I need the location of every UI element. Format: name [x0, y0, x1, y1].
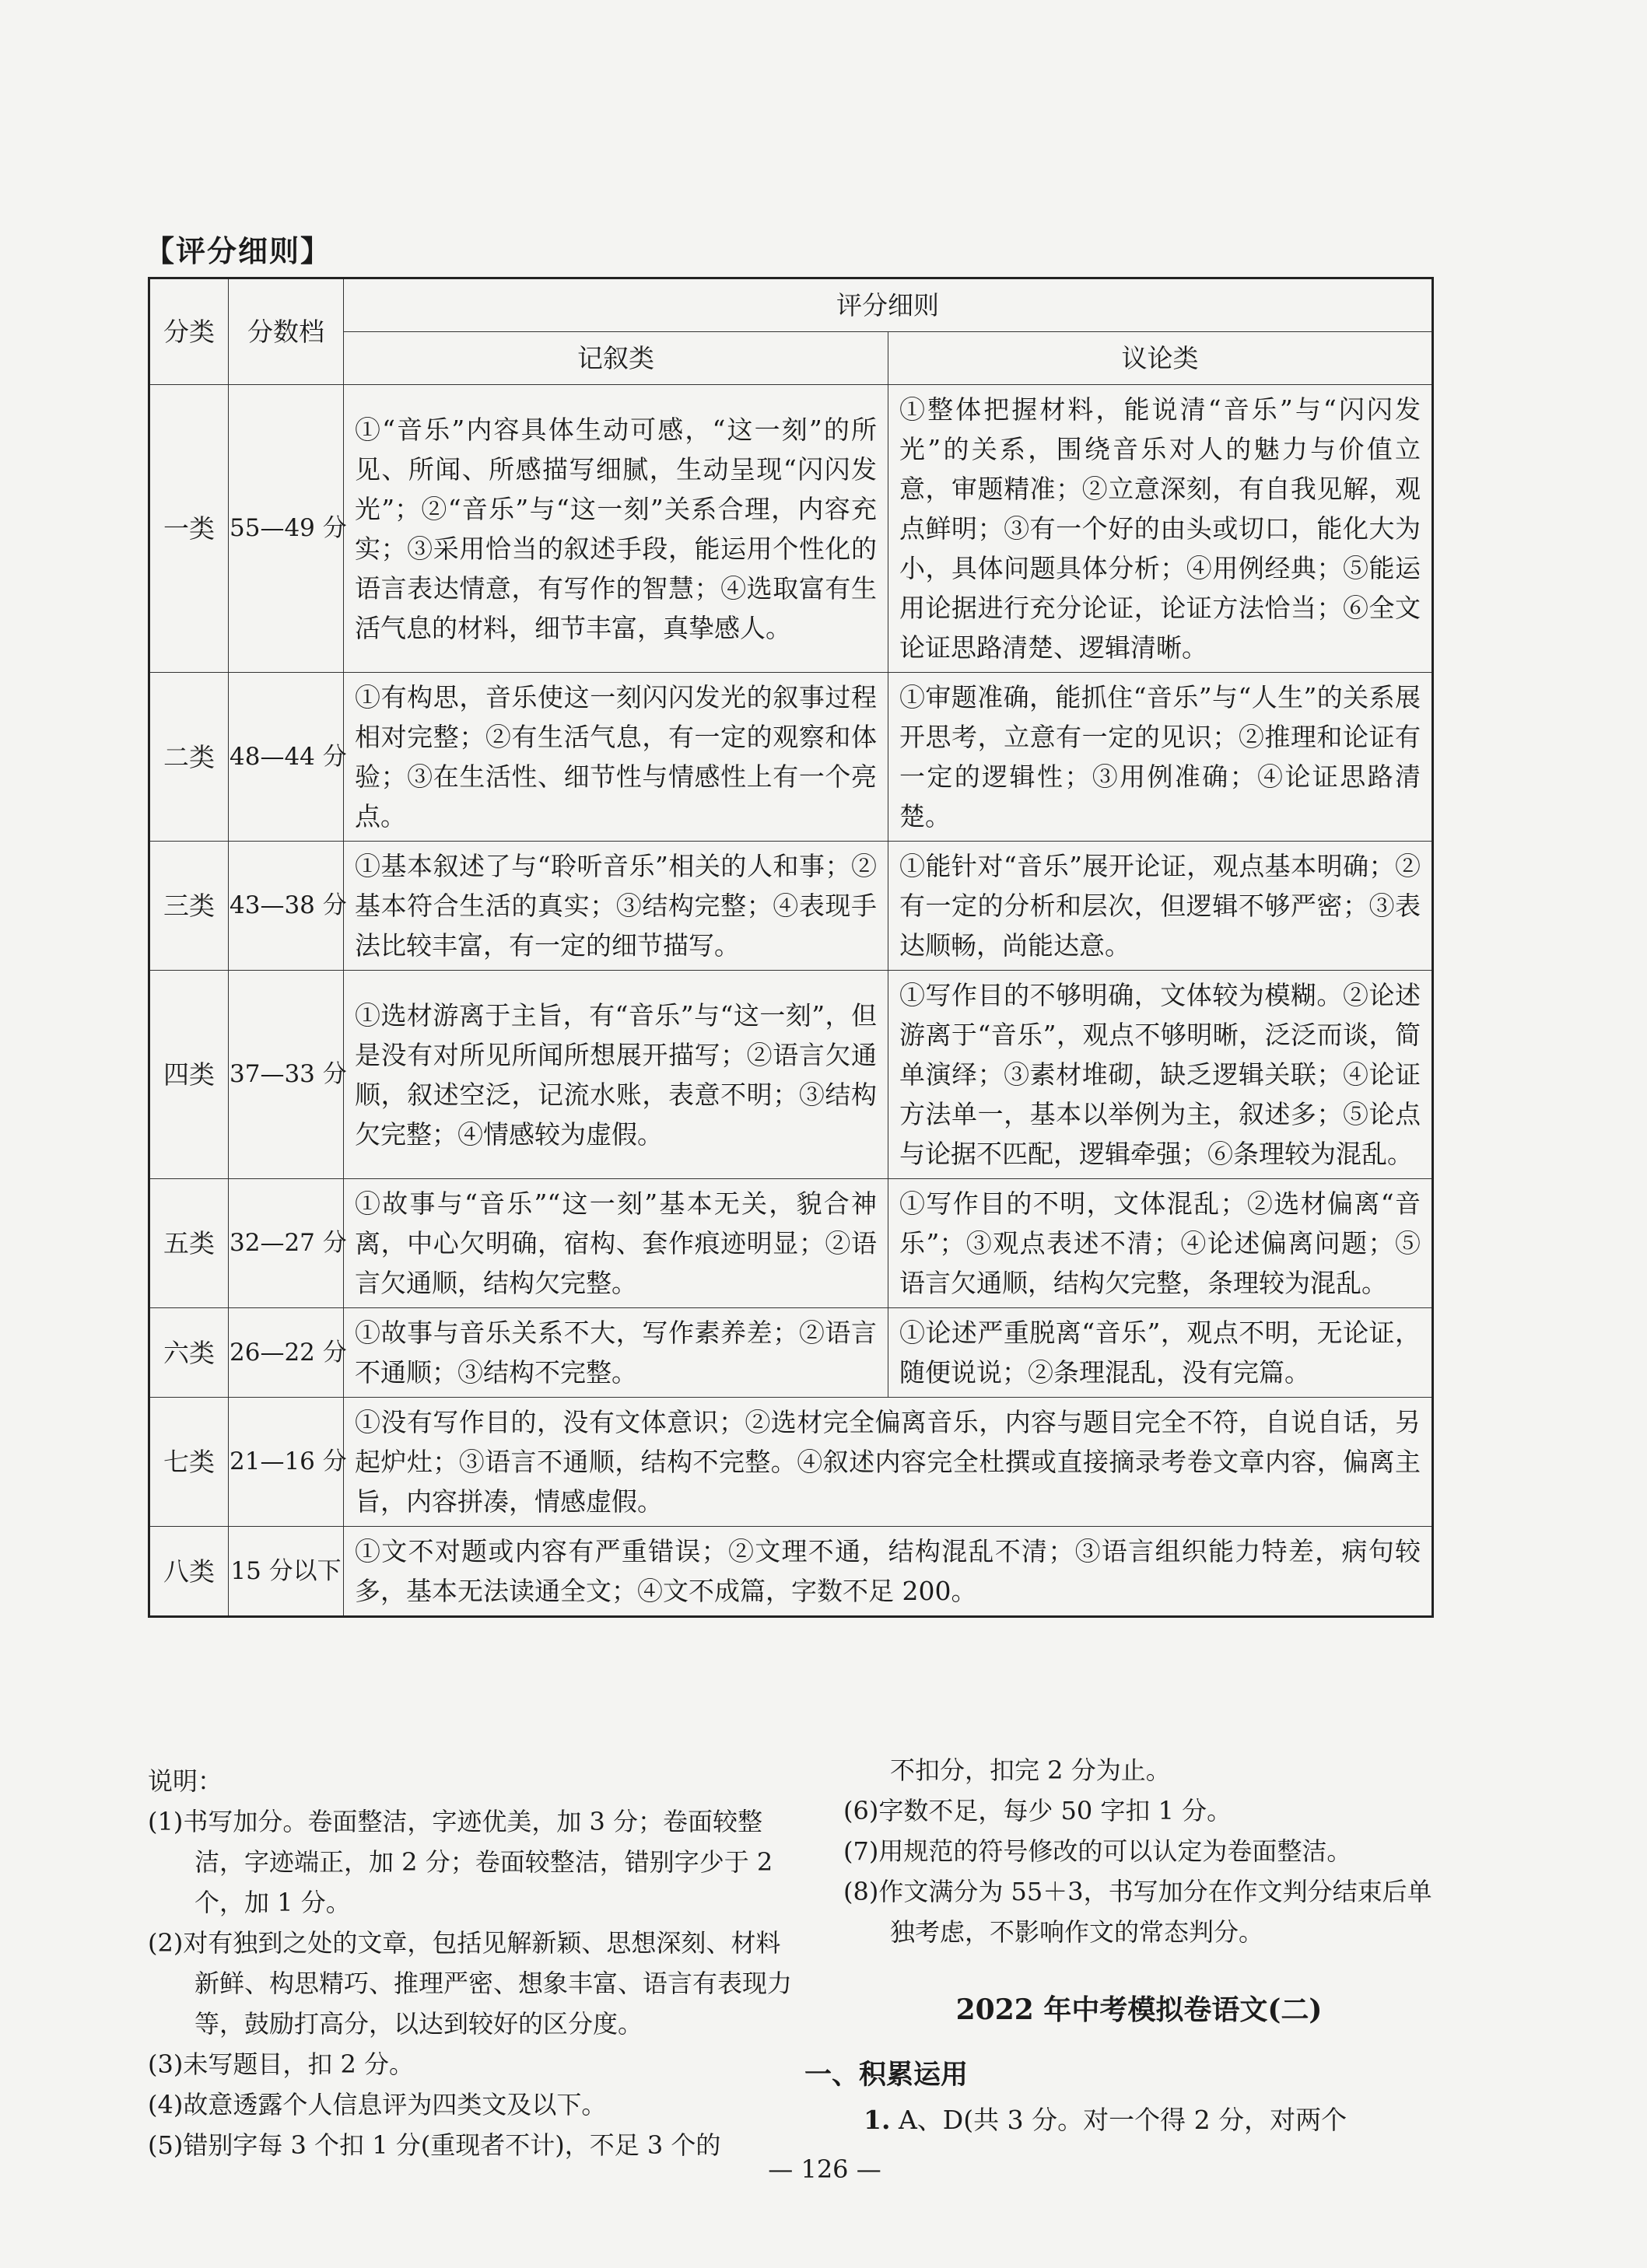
note-item: (7)用规范的符号修改的可以认定为卷面整洁。 — [843, 1836, 1352, 1866]
score-cell: 15 分以下 — [229, 1527, 344, 1617]
narrative-cell: ①“音乐”内容具体生动可感，“这一刻”的所见、所闻、所感描写细腻，生动呈现“闪闪发光”；②“音乐”与“这一刻”关系合理，内容充实；③采用恰当的叙述手段，能运用个性化的语言表达情意，有写作的智慧；④选取富有生活气息的材料，细节丰富，真挚感人。 — [344, 385, 888, 673]
exam-title: 2022 年中考模拟卷语文(二) — [955, 1993, 1323, 2026]
note-item: (4)故意透露个人信息评为四类文及以下。 — [148, 2090, 607, 2119]
narrative-cell: ①故事与音乐关系不大，写作素养差；②语言不通顺；③结构不完整。 — [344, 1308, 888, 1398]
narrative-cell: ①选材游离于主旨，有“音乐”与“这一刻”，但是没有对所见所闻所想展开描写；②语言欠通顺，叙述空泛，记流水账，表意不明；③结构欠完整；④情感较为虚假。 — [344, 971, 888, 1179]
category-cell: 八类 — [149, 1527, 229, 1617]
score-cell: 26—22 分 — [229, 1308, 344, 1398]
argument-cell: ①审题准确，能抓住“音乐”与“人生”的关系展开思考，立意有一定的见识；②推理和论证有一定的逻辑性；③用例准确；④论证思路清楚。 — [888, 673, 1433, 842]
argument-cell: ①写作目的不够明确，文体较为模糊。②论述游离于“音乐”，观点不够明晰，泛泛而谈，简单演绎；③素材堆砌，缺乏逻辑关联；④论证方法单一，基本以举例为主，叙述多；⑤论点与论据不匹配，逻辑牵强；⑥条理较为混乱。 — [888, 971, 1433, 1179]
category-cell: 六类 — [149, 1308, 229, 1398]
notes-title: 说明： — [148, 1766, 223, 1796]
narrative-cell: ①故事与“音乐”“这一刻”基本无关，貌合神离，中心欠明确，宿构、套作痕迹明显；②语言欠通顺，结构欠完整。 — [344, 1179, 888, 1308]
merged-description-cell: ①没有写作目的，没有文体意识；②选材完全偏离音乐，内容与题目完全不符，自说自话，另起炉灶；③语言不通顺，结构不完整。④叙述内容完全杜撰或直接摘录考卷文章内容，偏离主旨，内容拼凑，情感虚假。 — [344, 1398, 1433, 1527]
page-number: — 126 — — [768, 2154, 881, 2184]
category-cell: 二类 — [149, 673, 229, 842]
answer-item — [864, 2100, 1439, 2137]
merged-description-cell: ①文不对题或内容有严重错误；②文理不通，结构混乱不清；③语言组织能力特差，病句较多，基本无法读通全文；④文不成篇，字数不足 200。 — [344, 1527, 1433, 1617]
score-cell: 21—16 分 — [229, 1398, 344, 1527]
table-row — [149, 1398, 1433, 1527]
table-row — [149, 1527, 1433, 1617]
score-cell: 37—33 分 — [229, 971, 344, 1179]
table-row — [149, 673, 1433, 842]
note-item: (1)书写加分。卷面整洁，字迹优美，加 3 分；卷面较整洁，字迹端正，加 2 分；卷面较整洁，错别字少于 2 个，加 1 分。 — [148, 1807, 773, 1917]
note-continuation: 不扣分，扣完 2 分为止。 — [890, 1755, 1171, 1785]
note-item: (8)作文满分为 55＋3，书写加分在作文判分结束后单独考虑，不影响作文的常态判分。 — [843, 1877, 1432, 1947]
score-cell: 43—38 分 — [229, 842, 344, 971]
notes-left-column — [148, 1761, 794, 2165]
argument-cell: ①论述严重脱离“音乐”，观点不明，无论证，随便说说；②条理混乱，没有完篇。 — [888, 1308, 1433, 1398]
category-cell: 五类 — [149, 1179, 229, 1308]
narrative-cell: ①有构思，音乐使这一刻闪闪发光的叙事过程相对完整；②有生活气息，有一定的观察和体验；③在生活性、细节性与情感性上有一个亮点。 — [344, 673, 888, 842]
header-category: 分类 — [149, 278, 229, 385]
table-row — [149, 1308, 1433, 1398]
section-heading-one: 一、积累运用 — [804, 2059, 969, 2091]
note-item: (2)对有独到之处的文章，包括见解新颖、思想深刻、材料新鲜、构思精巧、推理严密、想象丰富、语言有表现力等，鼓励打高分，以达到较好的区分度。 — [148, 1928, 793, 2039]
note-item: (3)未写题目，扣 2 分。 — [148, 2049, 415, 2079]
category-cell: 三类 — [149, 842, 229, 971]
notes-right-column — [843, 1750, 1435, 1952]
score-cell: 55—49 分 — [229, 385, 344, 673]
answer-text: A、D(共 3 分。对一个得 2 分，对两个 — [898, 2105, 1347, 2135]
narrative-cell: ①基本叙述了与“聆听音乐”相关的人和事；②基本符合生活的真实；③结构完整；④表现手法比较丰富，有一定的细节描写。 — [344, 842, 888, 971]
note-item: (5)错别字每 3 个扣 1 分(重现者不计)，不足 3 个的 — [148, 2130, 721, 2160]
header-rules: 评分细则 — [344, 278, 1433, 332]
table-row — [149, 842, 1433, 971]
answer-number: 1. — [864, 2105, 891, 2135]
table-row — [149, 1179, 1433, 1308]
score-cell: 32—27 分 — [229, 1179, 344, 1308]
category-cell: 四类 — [149, 971, 229, 1179]
header-argument: 议论类 — [888, 332, 1433, 385]
category-cell: 一类 — [149, 385, 229, 673]
header-score: 分数档 — [229, 278, 344, 385]
scoring-rubric-table — [148, 277, 1434, 1618]
argument-cell: ①整体把握材料，能说清“音乐”与“闪闪发光”的关系，围绕音乐对人的魅力与价值立意，审题精准；②立意深刻，有自我见解，观点鲜明；③有一个好的由头或切口，能化大为小，具体问题具体分析；④用例经典；⑤能运用论据进行充分论证，论证方法恰当；⑥全文论证思路清楚、逻辑清晰。 — [888, 385, 1433, 673]
table-row — [149, 971, 1433, 1179]
table-header-row — [149, 278, 1433, 332]
argument-cell: ①能针对“音乐”展开论证，观点基本明确；②有一定的分析和层次，但逻辑不够严密；③表达顺畅，尚能达意。 — [888, 842, 1433, 971]
table-row — [149, 385, 1433, 673]
argument-cell: ①写作目的不明，文体混乱；②选材偏离“音乐”；③观点表述不清；④论述偏离问题；⑤语言欠通顺，结构欠完整，条理较为混乱。 — [888, 1179, 1433, 1308]
score-cell: 48—44 分 — [229, 673, 344, 842]
note-item: (6)字数不足，每少 50 字扣 1 分。 — [843, 1796, 1232, 1825]
category-cell: 七类 — [149, 1398, 229, 1527]
section-heading: 【评分细则】 — [145, 233, 332, 268]
header-narrative: 记叙类 — [344, 332, 888, 385]
